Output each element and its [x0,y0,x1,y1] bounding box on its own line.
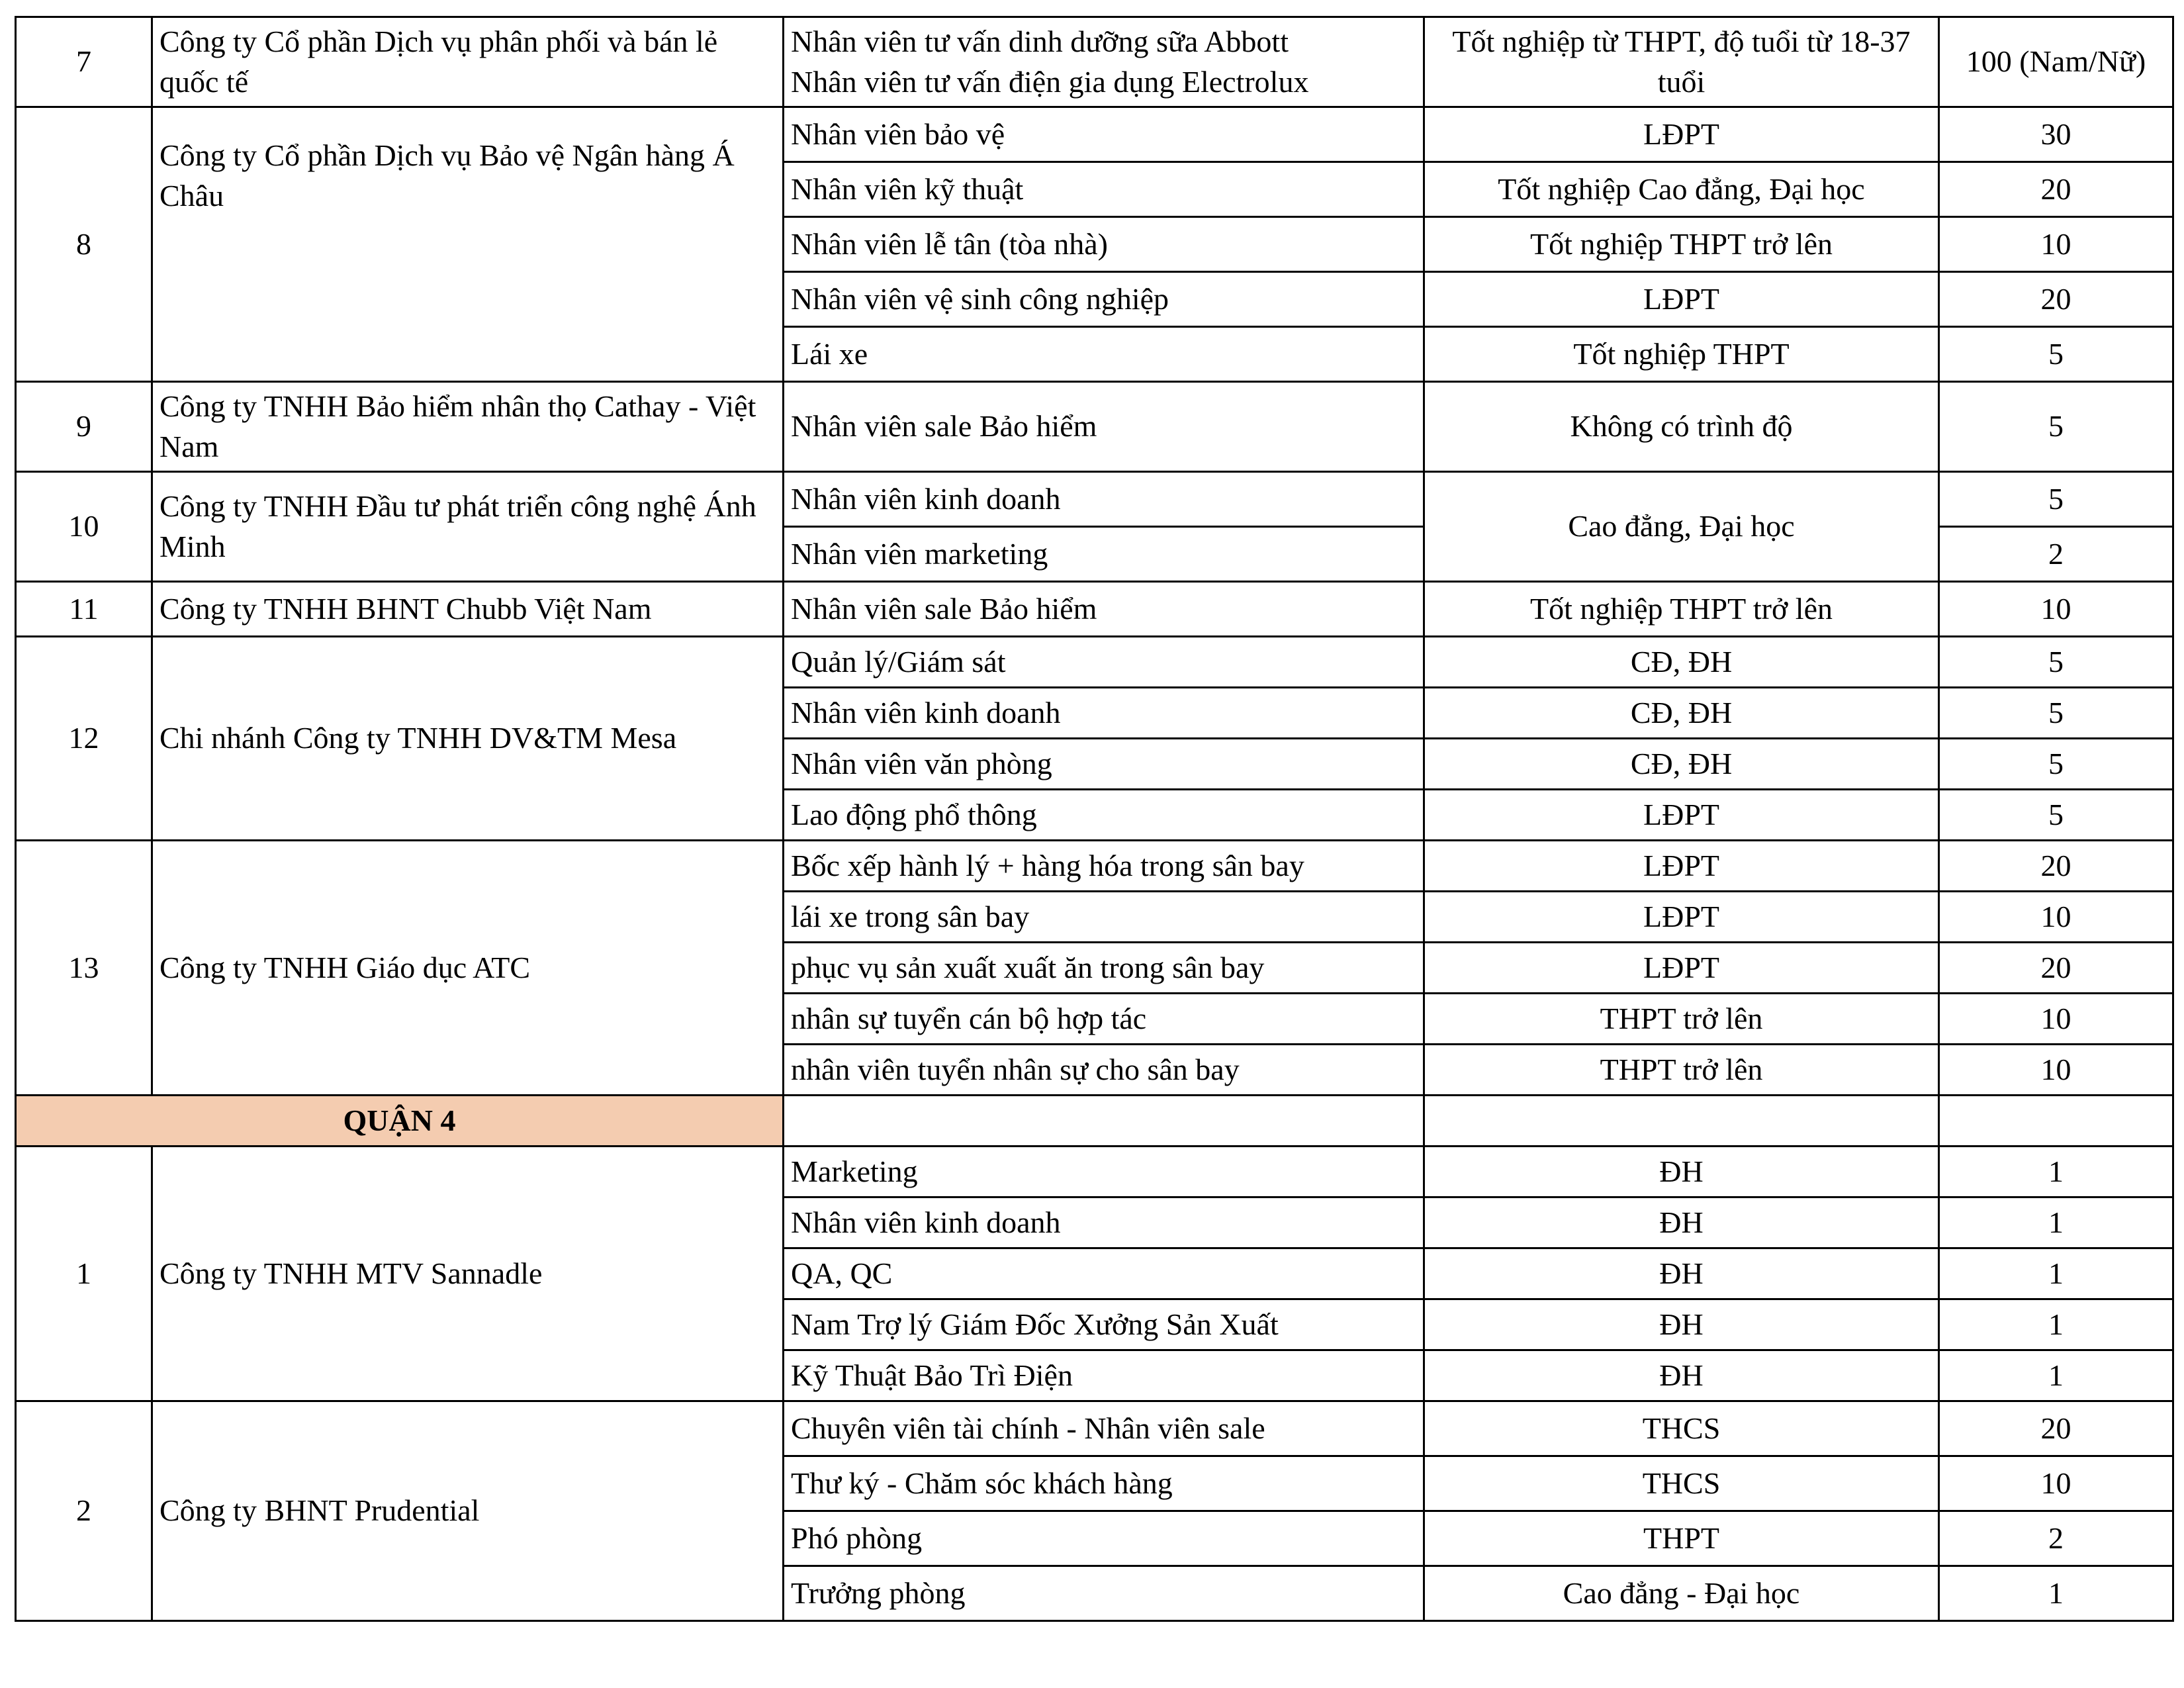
requirement-cell: Tốt nghiệp THPT [1424,327,1939,382]
position-cell: QA, QC [784,1248,1424,1299]
table-row [16,582,2173,637]
district-row [16,1096,2173,1147]
table-row [16,107,2173,162]
empty-cell [1939,1096,2173,1147]
requirement-cell: Cao đẳng, Đại học [1424,472,1939,582]
quantity-cell: 1 [1939,1350,2173,1401]
position-cell [784,17,1424,107]
requirement-cell: LĐPT [1424,790,1939,841]
quantity-cell: 2 [1939,1511,2173,1566]
requirement-cell: THPT trở lên [1424,994,1939,1045]
table-row [16,17,2173,107]
requirement-cell: ĐH [1424,1197,1939,1248]
quantity-cell: 1 [1939,1197,2173,1248]
quantity-cell: 20 [1939,272,2173,327]
empty-cell [784,1096,1424,1147]
quantity-cell: 5 [1939,688,2173,739]
position-cell: nhân sự tuyển cán bộ hợp tác [784,994,1424,1045]
stt-cell: 12 [16,637,152,841]
stt-cell: 10 [16,472,152,582]
table-row [16,382,2173,472]
quantity-cell: 20 [1939,1401,2173,1456]
recruitment-table-page [15,16,2174,1622]
requirement-cell: LĐPT [1424,107,1939,162]
requirement-cell: THCS [1424,1456,1939,1511]
company-cell: Công ty BHNT Prudential [152,1401,784,1621]
requirement-cell: Không có trình độ [1424,382,1939,472]
position-cell: phục vụ sản xuất xuất ăn trong sân bay [784,943,1424,994]
position-cell: Nhân viên kinh doanh [784,1197,1424,1248]
position-cell: Nhân viên kinh doanh [784,688,1424,739]
quantity-cell: 10 [1939,1456,2173,1511]
quantity-cell: 1 [1939,1248,2173,1299]
table-row [16,841,2173,892]
stt-cell: 9 [16,382,152,472]
quantity-cell: 5 [1939,637,2173,688]
requirement-cell: CĐ, ĐH [1424,688,1939,739]
requirement-cell: LĐPT [1424,272,1939,327]
company-cell: Công ty TNHH BHNT Chubb Việt Nam [152,582,784,637]
quantity-cell: 10 [1939,1045,2173,1096]
position-cell: Nhân viên vệ sinh công nghiệp [784,272,1424,327]
position-cell: Lao động phổ thông [784,790,1424,841]
position-cell: Quản lý/Giám sát [784,637,1424,688]
company-cell: Chi nhánh Công ty TNHH DV&TM Mesa [152,637,784,841]
table-row [16,637,2173,688]
position-cell: Nhân viên sale Bảo hiểm [784,382,1424,472]
position-cell: Nhân viên lễ tân (tòa nhà) [784,217,1424,272]
position-cell: Marketing [784,1147,1424,1197]
table-row [16,1401,2173,1456]
requirement-cell: Tốt nghiệp từ THPT, độ tuổi từ 18-37 tuổi [1424,17,1939,107]
position-cell: Nhân viên marketing [784,527,1424,582]
stt-cell: 7 [16,17,152,107]
position-cell: Chuyên viên tài chính - Nhân viên sale [784,1401,1424,1456]
position-cell: Nhân viên sale Bảo hiểm [784,582,1424,637]
requirement-cell: THPT trở lên [1424,1045,1939,1096]
quantity-cell: 5 [1939,790,2173,841]
recruitment-table [15,16,2174,1622]
quantity-cell: 10 [1939,217,2173,272]
company-cell: Công ty Cổ phần Dịch vụ Bảo vệ Ngân hàng Á Châu [152,107,784,382]
quantity-cell: 10 [1939,892,2173,943]
position-cell: Kỹ Thuật Bảo Trì Điện [784,1350,1424,1401]
position-cell: Nam Trợ lý Giám Đốc Xưởng Sản Xuất [784,1299,1424,1350]
quantity-cell: 5 [1939,327,2173,382]
quantity-cell: 1 [1939,1299,2173,1350]
position-cell: Bốc xếp hành lý + hàng hóa trong sân bay [784,841,1424,892]
requirement-cell: CĐ, ĐH [1424,739,1939,790]
requirement-cell: THCS [1424,1401,1939,1456]
requirement-cell: LĐPT [1424,943,1939,994]
position-line: Nhân viên tư vấn điện gia dụng Electrolux [791,64,1309,99]
quantity-cell: 5 [1939,382,2173,472]
company-cell: Công ty TNHH Giáo dục ATC [152,841,784,1096]
position-line: Nhân viên tư vấn dinh dưỡng sữa Abbott [791,24,1289,58]
requirement-cell: ĐH [1424,1299,1939,1350]
position-cell: Trưởng phòng [784,1566,1424,1621]
position-cell: Lái xe [784,327,1424,382]
quantity-cell: 30 [1939,107,2173,162]
position-cell: lái xe trong sân bay [784,892,1424,943]
position-cell: Nhân viên bảo vệ [784,107,1424,162]
requirement-cell: CĐ, ĐH [1424,637,1939,688]
table-row [16,1147,2173,1197]
stt-cell: 13 [16,841,152,1096]
quantity-cell: 5 [1939,472,2173,527]
district-header: QUẬN 4 [16,1096,784,1147]
position-cell: nhân viên tuyển nhân sự cho sân bay [784,1045,1424,1096]
position-cell: Thư ký - Chăm sóc khách hàng [784,1456,1424,1511]
quantity-cell: 20 [1939,943,2173,994]
requirement-cell: ĐH [1424,1147,1939,1197]
requirement-cell: LĐPT [1424,841,1939,892]
table-row [16,472,2173,527]
company-cell: Công ty TNHH Bảo hiểm nhân thọ Cathay - Việt Nam [152,382,784,472]
requirement-cell: Cao đẳng - Đại học [1424,1566,1939,1621]
quantity-cell: 20 [1939,162,2173,217]
position-cell: Nhân viên văn phòng [784,739,1424,790]
quantity-cell: 10 [1939,994,2173,1045]
quantity-cell: 100 (Nam/Nữ) [1939,17,2173,107]
quantity-cell: 1 [1939,1566,2173,1621]
position-cell: Nhân viên kinh doanh [784,472,1424,527]
quantity-cell: 20 [1939,841,2173,892]
requirement-cell: ĐH [1424,1248,1939,1299]
company-cell: Công ty TNHH MTV Sannadle [152,1147,784,1401]
stt-cell: 8 [16,107,152,382]
quantity-cell: 5 [1939,739,2173,790]
stt-cell: 1 [16,1147,152,1401]
position-cell: Nhân viên kỹ thuật [784,162,1424,217]
requirement-cell: ĐH [1424,1350,1939,1401]
stt-cell: 2 [16,1401,152,1621]
company-cell: Công ty Cổ phần Dịch vụ phân phối và bán lẻ quốc tế [152,17,784,107]
quantity-cell: 10 [1939,582,2173,637]
requirement-cell: LĐPT [1424,892,1939,943]
position-cell: Phó phòng [784,1511,1424,1566]
quantity-cell: 2 [1939,527,2173,582]
requirement-cell: THPT [1424,1511,1939,1566]
requirement-cell: Tốt nghiệp Cao đẳng, Đại học [1424,162,1939,217]
quantity-cell: 1 [1939,1147,2173,1197]
empty-cell [1424,1096,1939,1147]
requirement-cell: Tốt nghiệp THPT trở lên [1424,582,1939,637]
stt-cell: 11 [16,582,152,637]
company-cell: Công ty TNHH Đầu tư phát triển công nghệ Ánh Minh [152,472,784,582]
requirement-cell: Tốt nghiệp THPT trở lên [1424,217,1939,272]
